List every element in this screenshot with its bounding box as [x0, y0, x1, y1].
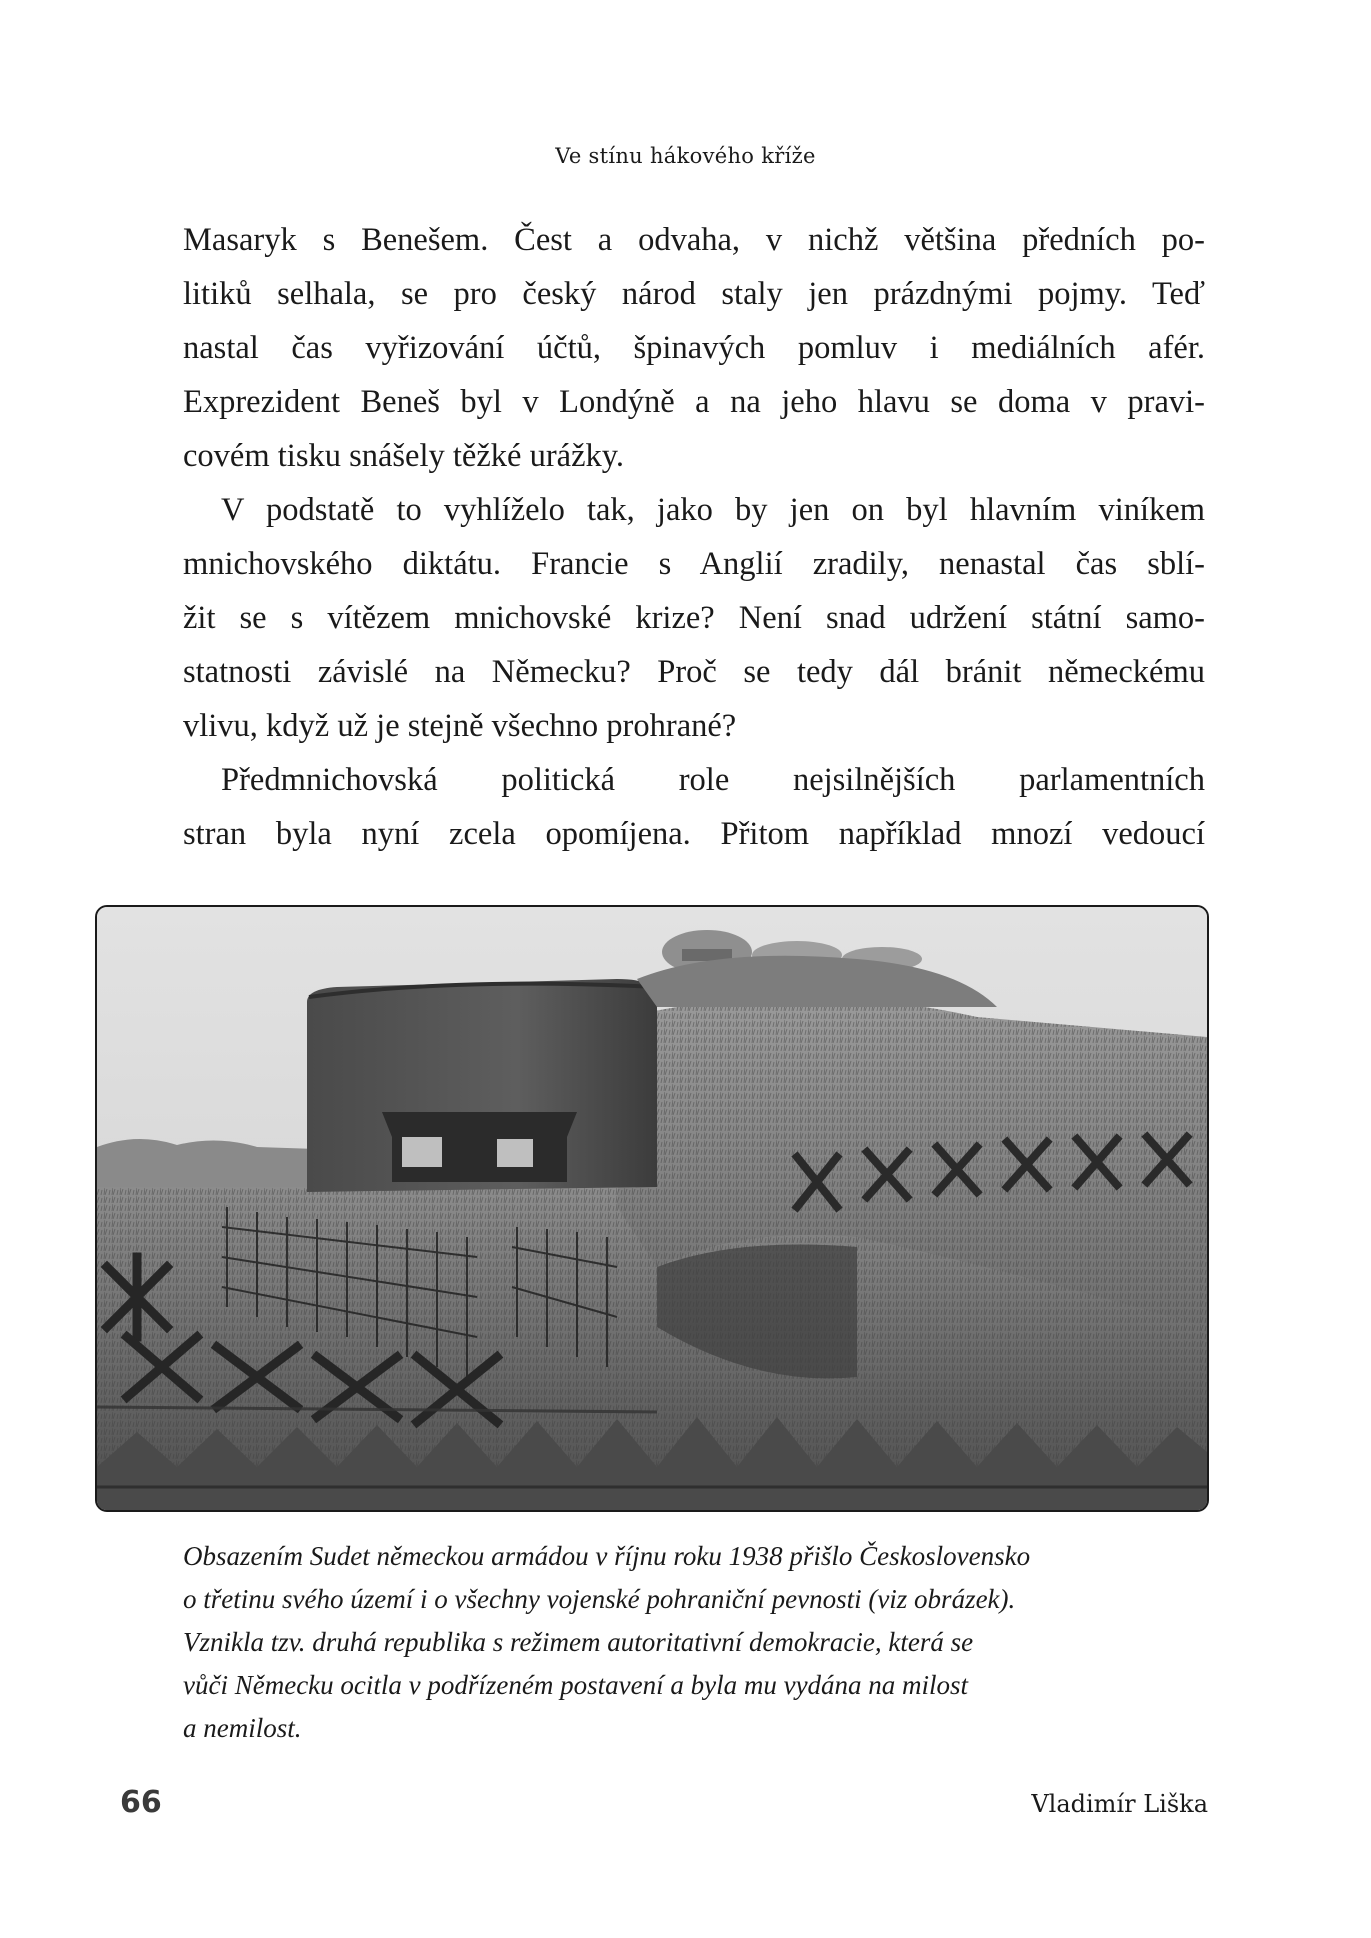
page-number: 66 — [120, 1785, 162, 1820]
text-line: Exprezident Beneš byl v Londýně a na jeho hlavu se doma v pravi- — [183, 384, 1205, 420]
bunker-photo-illustration — [97, 907, 1207, 1510]
body-text — [183, 213, 1205, 861]
paragraph-3 — [183, 753, 1205, 861]
paragraph-2 — [183, 483, 1205, 753]
author-name: Vladimír Liška — [1031, 1790, 1208, 1818]
running-head: Ve stínu hákového kříže — [555, 144, 816, 168]
text-line: statnosti závislé na Německu? Proč se tedy dál bránit německému — [183, 654, 1205, 690]
bunker-photo — [95, 905, 1209, 1512]
text-line: nastal čas vyřizování účtů, špinavých pomluv i mediálních afér. — [183, 330, 1205, 366]
text-line: covém tisku snášely těžké urážky. — [183, 438, 625, 474]
text-line: vlivu, když už je stejně všechno prohrané? — [183, 708, 737, 744]
paragraph-1 — [183, 213, 1205, 483]
caption-line: Obsazením Sudet německou armádou v říjnu roku 1938 přišlo Československo — [183, 1541, 1031, 1571]
caption-line: o třetinu svého území i o všechny vojenské pohraniční pevnosti (viz obrázek). — [183, 1584, 1016, 1614]
caption-line: Vznikla tzv. druhá republika s režimem autoritativní demokracie, která se — [183, 1627, 974, 1657]
caption-line: a nemilost. — [183, 1713, 302, 1743]
text-line: litiků selhala, se pro český národ staly jen prázdnými pojmy. Teď — [183, 276, 1205, 312]
text-line: Masaryk s Benešem. Čest a odvaha, v nichž většina předních po- — [183, 222, 1205, 258]
photo-caption — [183, 1535, 1213, 1750]
caption-line: vůči Německu ocitla v podřízeném postavení a byla mu vydána na milost — [183, 1670, 969, 1700]
text-line: Předmnichovská politická role nejsilnějších parlamentních — [221, 762, 1205, 798]
text-line: stran byla nyní zcela opomíjena. Přitom například mnozí vedoucí — [183, 816, 1205, 852]
text-line: mnichovského diktátu. Francie s Anglií zradily, nenastal čas sblí- — [183, 546, 1205, 582]
text-line: žit se s vítězem mnichovské krize? Není snad udržení státní samo- — [183, 600, 1205, 636]
text-line: V podstatě to vyhlíželo tak, jako by jen on byl hlavním viníkem — [221, 492, 1205, 528]
